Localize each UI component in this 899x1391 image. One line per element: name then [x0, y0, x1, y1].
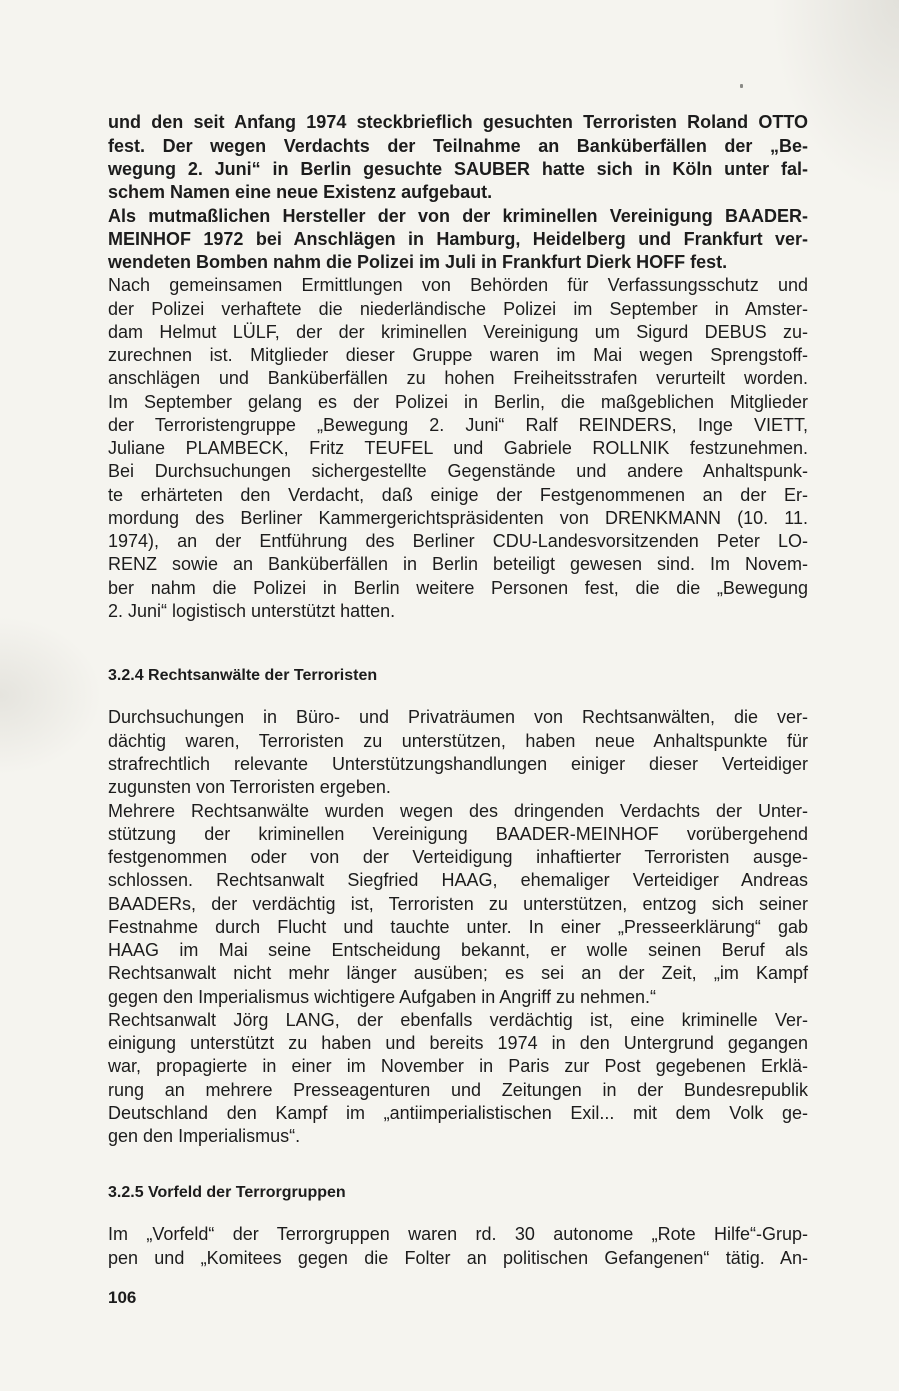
scan-speck: [740, 84, 743, 88]
intro-line: der Terroristengruppe „Bewegung 2. Juni“ Ralf REINDERS, Inge VIETT,: [108, 415, 808, 435]
section-324-line: gen den Imperialismus“.: [108, 1126, 301, 1146]
section-324-line: Durchsuchungen in Büro- und Privaträumen von Rechtsanwälten, die ver-: [108, 707, 808, 727]
intro-line: RENZ sowie an Banküberfällen in Berlin beteiligt gewesen sind. Im Novem-: [108, 554, 808, 574]
section-324-line: Festnahme durch Flucht und tauchte unter. In einer „Presseerklärung“ gab: [108, 917, 808, 937]
section-324-line: einigung unterstützt zu haben und bereits 1974 in den Untergrund gegangen: [108, 1033, 808, 1053]
section-324-line: dächtig waren, Terroristen zu unterstützen, haben neue Anhaltspunkte für: [108, 731, 808, 751]
section-324-line: BAADERs, der verdächtig ist, Terroristen zu unterstützen, entzog sich seiner: [108, 894, 808, 914]
intro-line: der Polizei verhaftete die niederländische Polizei im September in Amster-: [108, 299, 808, 319]
intro-line: Juliane PLAMBECK, Fritz TEUFEL und Gabriele ROLLNIK festzunehmen.: [108, 438, 808, 458]
intro-line: und den seit Anfang 1974 steckbrieflich gesuchten Terroristen Roland OTTO: [108, 112, 808, 132]
intro-line: Nach gemeinsamen Ermittlungen von Behörden für Verfassungsschutz und: [108, 275, 808, 295]
section-324-line: festgenommen oder von der Verteidigung inhaftierter Terroristen ausge-: [108, 847, 808, 867]
section-324-line: gegen den Imperialismus wichtigere Aufgaben in Angriff zu nehmen.“: [108, 987, 656, 1007]
section-324-line: Mehrere Rechtsanwälte wurden wegen des dringenden Verdachts der Unter-: [108, 801, 808, 821]
section-heading-3-2-5: 3.2.5 Vorfeld der Terrorgruppen: [108, 1184, 346, 1201]
intro-line: ber nahm die Polizei in Berlin weitere Personen fest, die die „Bewegung: [108, 578, 808, 598]
section-324-line: schlossen. Rechtsanwalt Siegfried HAAG, ehemaliger Verteidiger Andreas: [108, 870, 808, 890]
section-heading-3-2-4: 3.2.4 Rechtsanwälte der Terroristen: [108, 667, 378, 684]
intro-line: Im September gelang es der Polizei in Berlin, die maßgeblichen Mitglieder: [108, 392, 808, 412]
section-324-line: war, propagierte in einer im November in Paris zur Post gegebenen Erklä-: [108, 1056, 808, 1076]
intro-line: dam Helmut LÜLF, der der kriminellen Vereinigung um Sigurd DEBUS zu-: [108, 322, 808, 342]
intro-line: Als mutmaßlichen Hersteller der von der kriminellen Vereinigung BAADER-: [108, 206, 808, 226]
intro-line: wendeten Bomben nahm die Polizei im Juli in Frankfurt Dierk HOFF fest.: [108, 252, 728, 272]
intro-line: anschlägen und Banküberfällen zu hohen Freiheitsstrafen verurteilt worden.: [108, 368, 808, 388]
section-324-line: rung an mehrere Presseagenturen und Zeitungen in der Bundesrepublik: [108, 1080, 808, 1100]
section-324-line: Rechtsanwalt Jörg LANG, der ebenfalls verdächtig ist, eine kriminelle Ver-: [108, 1010, 808, 1030]
section-324-line: HAAG im Mai seine Entscheidung bekannt, er wolle seinen Beruf als: [108, 940, 808, 960]
intro-line: schem Namen eine neue Existenz aufgebaut.: [108, 182, 493, 202]
section-324-line: stützung der kriminellen Vereinigung BAADER-MEINHOF vorübergehend: [108, 824, 808, 844]
intro-line: mordung des Berliner Kammergerichtspräsidenten von DRENKMANN (10. 11.: [108, 508, 808, 528]
section-324-line: strafrechtlich relevante Unterstützungshandlungen einiger dieser Verteidiger: [108, 754, 808, 774]
intro-line: MEINHOF 1972 bei Anschlägen in Hamburg, Heidelberg und Frankfurt ver-: [108, 229, 808, 249]
intro-line: zurechnen ist. Mitglieder dieser Gruppe waren im Mai wegen Sprengstoff-: [108, 345, 808, 365]
intro-line: wegung 2. Juni“ in Berlin gesuchte SAUBER hatte sich in Köln unter fal-: [108, 159, 808, 179]
section-324-line: zugunsten von Terroristen ergeben.: [108, 777, 391, 797]
section-325-line: pen und „Komitees gegen die Folter an politischen Gefangenen“ tätig. An-: [108, 1248, 808, 1268]
section-324-line: Deutschland den Kampf im „antiimperialistischen Exil... mit dem Volk ge-: [108, 1103, 808, 1123]
intro-line: 1974), an der Entführung des Berliner CDU-Landesvorsitzenden Peter LO-: [108, 531, 808, 551]
intro-line: Bei Durchsuchungen sichergestellte Gegenstände und andere Anhaltspunk-: [108, 461, 808, 481]
section-324-line: Rechtsanwalt nicht mehr länger ausüben; es sei an der Zeit, „im Kampf: [108, 963, 808, 983]
intro-line: fest. Der wegen Verdachts der Teilnahme an Banküberfällen der „Be-: [108, 136, 808, 156]
intro-line: te erhärteten den Verdacht, daß einige der Festgenommenen an der Er-: [108, 485, 808, 505]
page-number: 106: [108, 1288, 137, 1307]
section-325-line: Im „Vorfeld“ der Terrorgruppen waren rd. 30 autonome „Rote Hilfe“-Grup-: [108, 1224, 808, 1244]
intro-line: 2. Juni“ logistisch unterstützt hatten.: [108, 601, 396, 621]
